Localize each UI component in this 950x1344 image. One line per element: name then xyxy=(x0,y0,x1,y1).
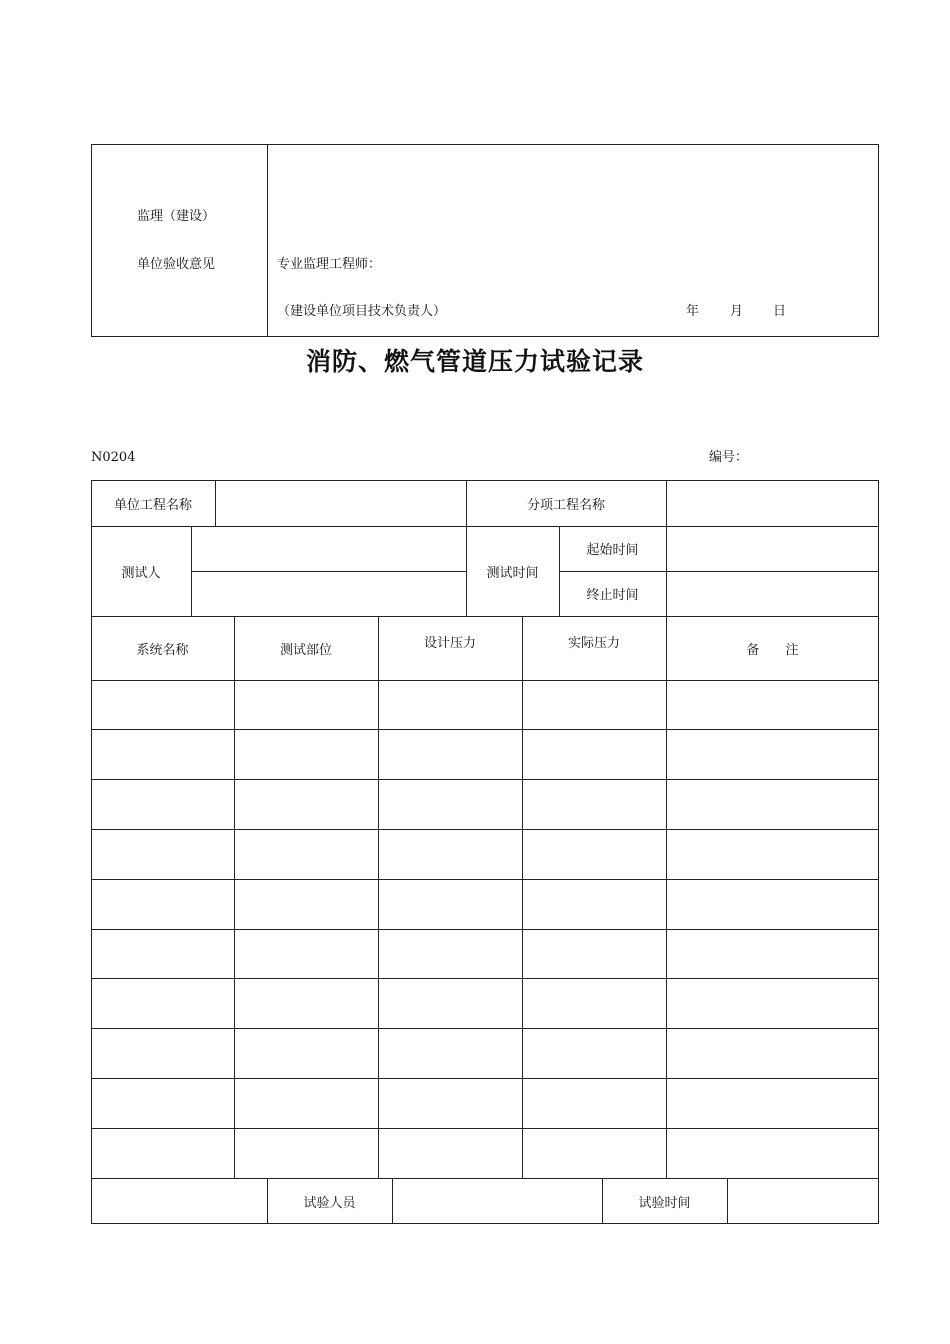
remarks-cell[interactable] xyxy=(667,780,879,829)
test-location-cell[interactable] xyxy=(235,1029,378,1078)
start-time-field[interactable] xyxy=(667,526,879,571)
design-pressure-cell[interactable] xyxy=(379,1129,522,1178)
system-name-cell[interactable] xyxy=(92,1129,234,1178)
end-time-field[interactable] xyxy=(667,571,879,616)
approval-divider xyxy=(267,144,268,337)
actual-pressure-cell[interactable] xyxy=(523,730,666,779)
test-location-cell[interactable] xyxy=(235,880,378,929)
column-header-test-location: 测试部位 xyxy=(279,642,332,658)
design-pressure-cell[interactable] xyxy=(379,1029,522,1078)
owner-rep-label: （建设单位项目技术负责人） xyxy=(277,304,447,319)
serial-number-label: 编号： xyxy=(709,450,749,465)
design-pressure-cell[interactable] xyxy=(379,979,522,1028)
actual-pressure-cell[interactable] xyxy=(523,1029,666,1078)
page-title: 消防、燃气管道压力试验记录 xyxy=(305,347,644,376)
engineer-signature-label: 专业监理工程师： xyxy=(277,257,382,272)
system-name-cell[interactable] xyxy=(92,830,234,879)
date-day-label: 日 xyxy=(773,304,787,319)
test-location-cell[interactable] xyxy=(235,681,378,729)
date-month-label: 月 xyxy=(730,304,744,319)
tester-label: 测试人 xyxy=(121,565,161,581)
system-name-cell[interactable] xyxy=(92,1029,234,1078)
test-personnel-label: 试验人员 xyxy=(303,1195,356,1211)
test-time-label: 测试时间 xyxy=(486,565,539,581)
actual-pressure-cell[interactable] xyxy=(523,1079,666,1128)
remarks-cell[interactable] xyxy=(667,880,879,929)
remarks-cell[interactable] xyxy=(667,1079,879,1128)
approval-box xyxy=(91,144,879,337)
actual-pressure-cell[interactable] xyxy=(523,681,666,729)
remarks-cell[interactable] xyxy=(667,1029,879,1078)
test-location-cell[interactable] xyxy=(235,979,378,1028)
system-name-cell[interactable] xyxy=(92,930,234,978)
start-time-label: 起始时间 xyxy=(586,543,639,558)
sub-project-name-field[interactable] xyxy=(667,480,879,526)
column-header-remarks: 备 注 xyxy=(746,642,799,658)
remarks-cell[interactable] xyxy=(667,930,879,978)
system-name-cell[interactable] xyxy=(92,979,234,1028)
remarks-cell[interactable] xyxy=(667,979,879,1028)
design-pressure-cell[interactable] xyxy=(379,681,522,729)
design-pressure-cell[interactable] xyxy=(379,730,522,779)
actual-pressure-cell[interactable] xyxy=(523,830,666,879)
test-location-cell[interactable] xyxy=(235,1079,378,1128)
design-pressure-cell[interactable] xyxy=(379,930,522,978)
footer-blank-cell xyxy=(91,1178,267,1224)
test-location-cell[interactable] xyxy=(235,1129,378,1178)
approval-label-line1: 监理（建设） xyxy=(137,209,216,224)
test-time-footer-field[interactable] xyxy=(728,1178,879,1224)
sub-project-name-label: 分项工程名称 xyxy=(526,497,605,513)
approval-label-line2: 单位验收意见 xyxy=(137,257,216,272)
actual-pressure-cell[interactable] xyxy=(523,880,666,929)
system-name-cell[interactable] xyxy=(92,1079,234,1128)
design-pressure-cell[interactable] xyxy=(379,1079,522,1128)
system-name-cell[interactable] xyxy=(92,780,234,829)
date-year-label: 年 xyxy=(686,304,700,319)
unit-project-name-label: 单位工程名称 xyxy=(113,497,192,513)
actual-pressure-cell[interactable] xyxy=(523,780,666,829)
test-location-cell[interactable] xyxy=(235,830,378,879)
remarks-cell[interactable] xyxy=(667,1129,879,1178)
test-location-cell[interactable] xyxy=(235,780,378,829)
design-pressure-cell[interactable] xyxy=(379,880,522,929)
form-code: N0204 xyxy=(91,450,136,465)
test-location-cell[interactable] xyxy=(235,730,378,779)
system-name-cell[interactable] xyxy=(92,880,234,929)
remarks-cell[interactable] xyxy=(667,830,879,879)
design-pressure-cell[interactable] xyxy=(379,830,522,879)
test-location-cell[interactable] xyxy=(235,930,378,978)
remarks-cell[interactable] xyxy=(667,730,879,779)
column-header-design-pressure: 设计压力 xyxy=(423,635,476,651)
design-pressure-cell[interactable] xyxy=(379,780,522,829)
actual-pressure-cell[interactable] xyxy=(523,1129,666,1178)
system-name-cell[interactable] xyxy=(92,681,234,729)
end-time-label: 终止时间 xyxy=(586,588,639,603)
test-personnel-field[interactable] xyxy=(393,1178,602,1224)
actual-pressure-cell[interactable] xyxy=(523,930,666,978)
actual-pressure-cell[interactable] xyxy=(523,979,666,1028)
column-header-actual-pressure: 实际压力 xyxy=(567,635,620,651)
test-time-footer-label: 试验时间 xyxy=(638,1195,691,1211)
tester-field-1[interactable] xyxy=(192,526,466,571)
system-name-cell[interactable] xyxy=(92,730,234,779)
column-header-system-name: 系统名称 xyxy=(136,642,189,658)
remarks-cell[interactable] xyxy=(667,681,879,729)
tester-field-2[interactable] xyxy=(192,571,466,616)
unit-project-name-field[interactable] xyxy=(216,480,466,526)
